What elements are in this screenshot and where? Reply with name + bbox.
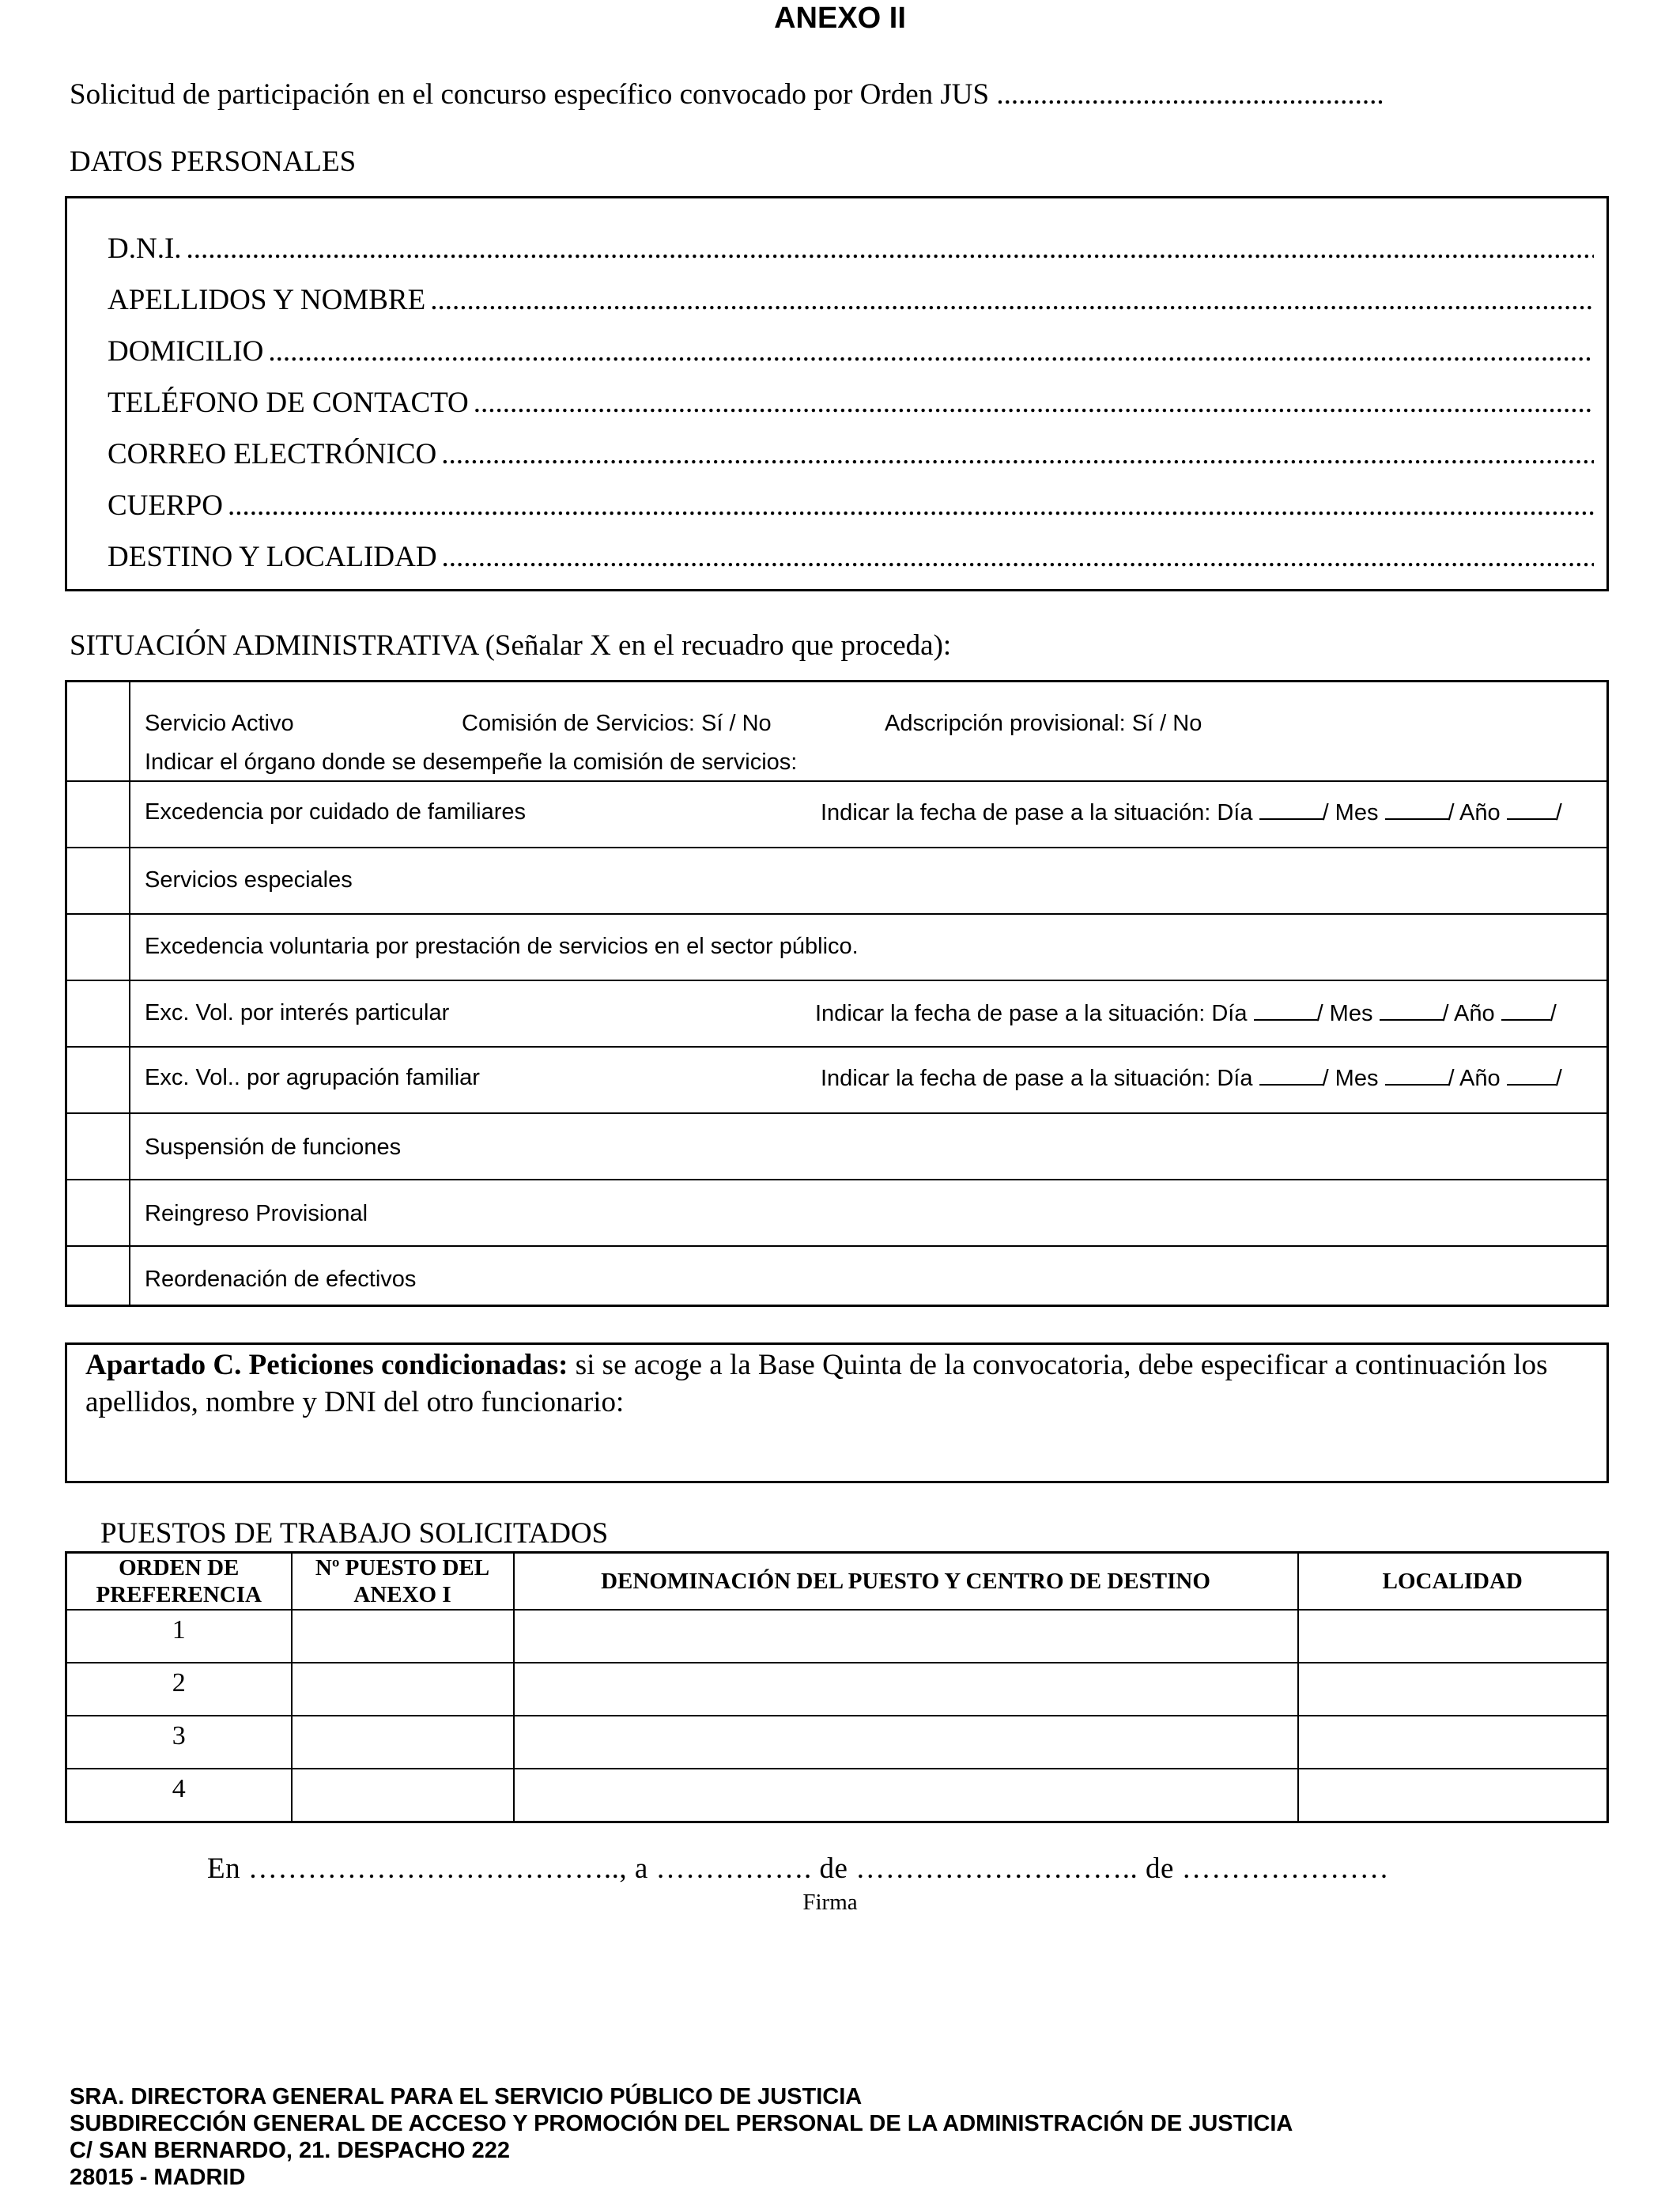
conditional-requests-title: Apartado C. Peticiones condicionadas: [85,1349,568,1381]
situation-checkbox[interactable] [67,1048,130,1112]
exc-agrupacion-label: Exc. Vol.. por agrupación familiar [145,1065,480,1090]
address-field[interactable] [108,334,1594,368]
situation-checkbox[interactable] [67,848,130,913]
situation-row-reingreso [67,1179,1606,1245]
locality-cell[interactable] [1298,1716,1608,1769]
post-name-cell[interactable] [514,1769,1298,1822]
corps-label: CUERPO [108,489,228,522]
phone-field[interactable] [108,386,1594,420]
column-header-puesto: Nº PUESTO DEL ANEXO I [292,1553,514,1611]
place-date-line[interactable]: En ……………………………….., a ……………. de ……………………….. de ………………… [207,1852,1390,1885]
date-end: / [1550,1001,1557,1026]
footer-address: C/ SAN BERNARDO, 21. DESPACHO 222 [70,2138,511,2163]
year-blank[interactable] [1501,1000,1550,1021]
date-prompt: Indicar la fecha de pase a la situación: Día [821,1066,1253,1091]
request-line: Solicitud de participación en el concurso específico convocado por Orden JUS ..................................................... [70,78,1384,111]
table-row [66,1610,1608,1663]
situation-row-reordenacion [67,1245,1606,1305]
year-blank[interactable] [1507,799,1556,820]
situation-checkbox[interactable] [67,915,130,980]
situation-row-excedencia-voluntaria [67,913,1606,980]
date-indicator [821,1065,1562,1092]
personal-data-box [65,196,1609,591]
page-title: ANEXO II [774,2,906,35]
suspension-label: Suspensión de funciones [145,1135,402,1160]
servicios-especiales-label: Servicios especiales [145,867,353,893]
preference-number: 4 [66,1769,292,1822]
date-indicator [821,799,1562,826]
conditional-requests-instructions: si se acoge a la Base Quinta de la convocatoria, debe especificar a continuación los apellidos, nombre y DNI del otro funcionario: [85,1349,1548,1418]
month-prompt: / Mes [1322,800,1379,825]
table-row [66,1663,1608,1716]
footer-department: SUBDIRECCIÓN GENERAL DE ACCESO Y PROMOCIÓN DEL PERSONAL DE LA ADMINISTRACIÓN DE JUSTICIA [70,2111,1293,2136]
destination-field[interactable] [108,540,1594,574]
post-number-cell[interactable] [292,1610,514,1663]
table-header-row [66,1553,1608,1611]
post-number-cell[interactable] [292,1716,514,1769]
day-blank[interactable] [1254,1000,1317,1021]
year-prompt: / Año [1448,1066,1501,1091]
year-prompt: / Año [1442,1001,1495,1026]
address-label: DOMICILIO [108,335,268,368]
column-header-orden: ORDEN DE PREFERENCIA [66,1553,292,1611]
situation-checkbox[interactable] [67,1114,130,1179]
name-label: APELLIDOS Y NOMBRE [108,284,430,316]
situation-checkbox[interactable] [67,782,130,847]
preference-number: 2 [66,1663,292,1716]
requested-posts-heading: PUESTOS DE TRABAJO SOLICITADOS [100,1517,609,1550]
situation-checkbox[interactable] [67,981,130,1046]
date-prompt: Indicar la fecha de pase a la situación: Día [821,800,1253,825]
date-prompt: Indicar la fecha de pase a la situación: Día [815,1001,1248,1026]
dni-field[interactable] [108,232,1594,266]
month-prompt: / Mes [1322,1066,1379,1091]
servicio-activo-label: Servicio Activo [145,711,294,736]
dni-label: D.N.I. [108,232,187,265]
post-name-cell[interactable] [514,1663,1298,1716]
table-row [66,1769,1608,1822]
locality-cell[interactable] [1298,1663,1608,1716]
signature-label: Firma [802,1890,858,1915]
date-indicator [815,1000,1557,1027]
situation-row-exc-interes [67,980,1606,1046]
organo-label: Indicar el órgano donde se desempeñe la comisión de servicios: [145,750,798,775]
month-blank[interactable] [1380,1000,1443,1021]
reingreso-label: Reingreso Provisional [145,1201,368,1226]
month-blank[interactable] [1385,1065,1448,1086]
personal-data-heading: DATOS PERSONALES [70,145,357,178]
footer-addressee: SRA. DIRECTORA GENERAL PARA EL SERVICIO PÚBLICO DE JUSTICIA [70,2084,863,2109]
date-end: / [1555,1066,1562,1091]
month-prompt: / Mes [1316,1001,1373,1026]
situation-row-excedencia-cuidado [67,780,1606,847]
day-blank[interactable] [1259,1065,1323,1086]
email-label: CORREO ELECTRÓNICO [108,438,441,470]
reordenacion-label: Reordenación de efectivos [145,1267,417,1292]
name-field[interactable] [108,283,1594,317]
footer-postcode: 28015 - MADRID [70,2165,246,2190]
excedencia-cuidado-label: Excedencia por cuidado de familiares [145,799,526,825]
day-blank[interactable] [1259,799,1323,820]
admin-situation-table [65,680,1609,1307]
excedencia-voluntaria-label: Excedencia voluntaria por prestación de servicios en el sector público. [145,934,859,959]
column-header-localidad: LOCALIDAD [1298,1553,1608,1611]
month-blank[interactable] [1385,799,1448,820]
table-row [66,1716,1608,1769]
admin-situation-heading: SITUACIÓN ADMINISTRATIVA (Señalar X en el recuadro que proceda): [70,629,952,662]
post-number-cell[interactable] [292,1769,514,1822]
conditional-requests-box[interactable] [65,1342,1609,1483]
year-prompt: / Año [1448,800,1501,825]
situation-row-exc-agrupacion [67,1046,1606,1112]
locality-cell[interactable] [1298,1769,1608,1822]
conditional-requests-text [85,1346,1588,1421]
column-header-denominacion: DENOMINACIÓN DEL PUESTO Y CENTRO DE DESTINO [514,1553,1298,1611]
requested-posts-table [65,1551,1609,1823]
date-end: / [1555,800,1562,825]
email-field[interactable] [108,437,1594,471]
situation-row-servicios-especiales [67,847,1606,913]
destination-label: DESTINO Y LOCALIDAD [108,541,442,573]
corps-field[interactable] [108,489,1594,523]
preference-number: 3 [66,1716,292,1769]
situation-checkbox[interactable] [67,1180,130,1245]
preference-number: 1 [66,1610,292,1663]
post-number-cell[interactable] [292,1663,514,1716]
situation-row-suspension [67,1112,1606,1179]
post-name-cell[interactable] [514,1716,1298,1769]
situation-checkbox[interactable] [67,1247,130,1305]
adscripcion-label: Adscripción provisional: Sí / No [885,711,1202,736]
locality-cell[interactable] [1298,1610,1608,1663]
post-name-cell[interactable] [514,1610,1298,1663]
situation-checkbox[interactable] [67,682,130,780]
phone-label: TELÉFONO DE CONTACTO [108,387,474,419]
comision-label: Comisión de Servicios: Sí / No [462,711,772,736]
situation-row-servicio-activo [67,682,1606,780]
exc-interes-label: Exc. Vol. por interés particular [145,1000,450,1025]
year-blank[interactable] [1507,1065,1556,1086]
